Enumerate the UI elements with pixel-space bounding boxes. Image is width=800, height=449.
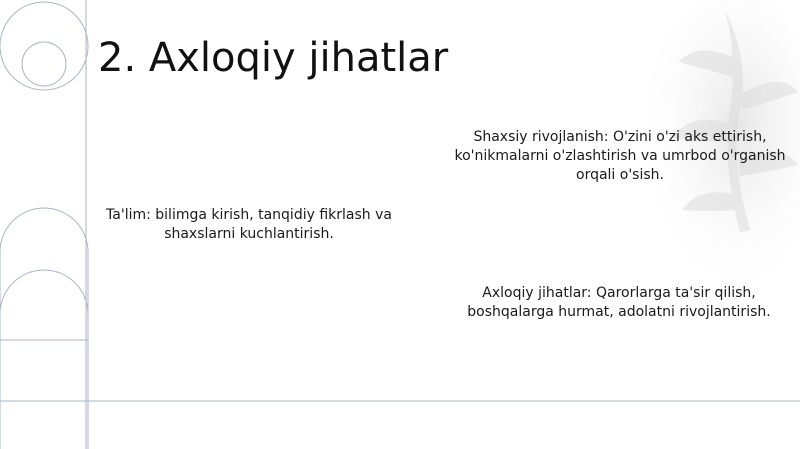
personal-development-text: Shaxsiy rivojlanish: O'zini o'zi aks ettirish, ko'nikmalarni o'zlashtirish va umrbod o'rganish orqali o'sish. [454,129,786,183]
slide-title: 2. Axloqiy jihatlar [98,34,449,81]
ethical-aspects-text: Axloqiy jihatlar: Qarorlarga ta'sir qilish, boshqalarga hurmat, adolatni rivojlantirish. [467,285,771,320]
education-text: Ta'lim: bilimga kirish, tanqidiy fikrlash va shaxslarni kuchlantirish. [106,207,392,242]
